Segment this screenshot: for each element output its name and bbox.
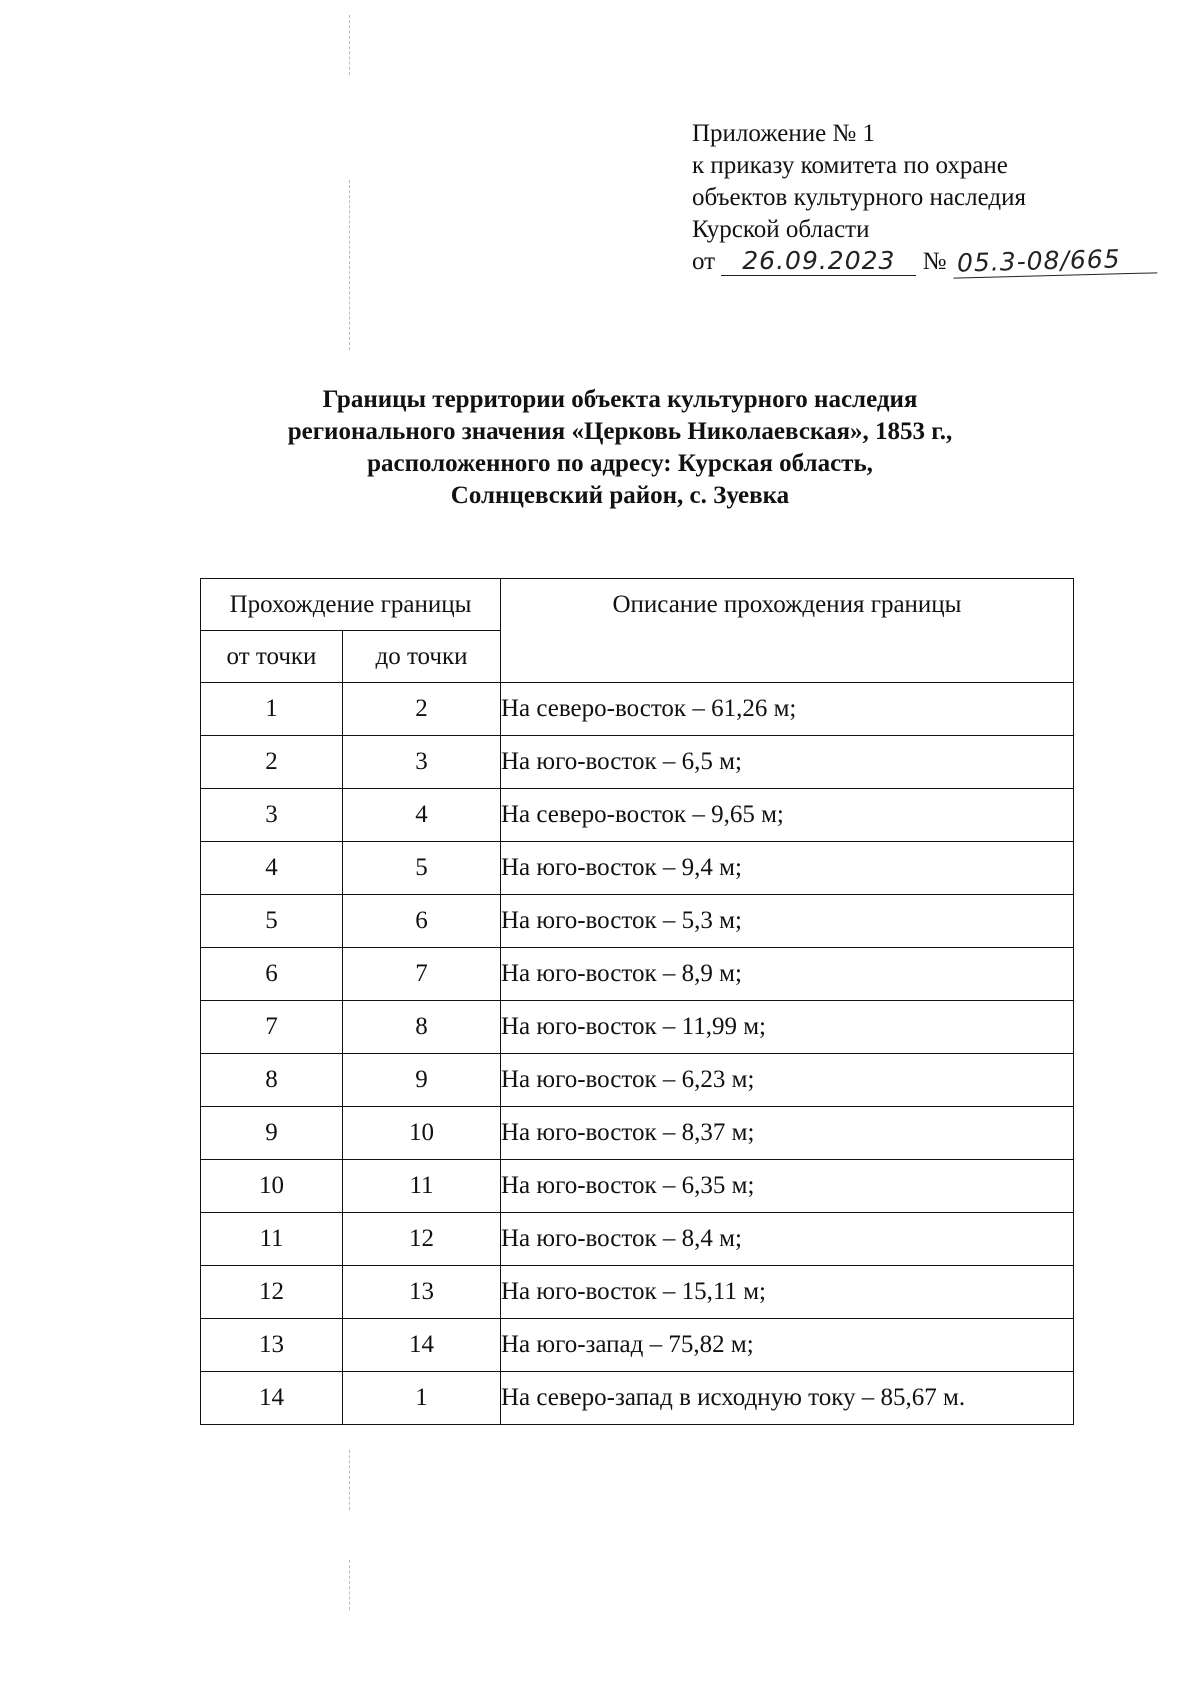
appendix-line-1: Приложение № 1 (692, 120, 876, 147)
cell-to-point: 2 (343, 683, 501, 736)
cell-description: На юго-восток – 6,23 м; (501, 1054, 1074, 1107)
cell-to-point: 8 (343, 1001, 501, 1054)
cell-to-point: 11 (343, 1160, 501, 1213)
cell-description: На юго-восток – 8,37 м; (501, 1107, 1074, 1160)
title-line-4: Солнцевский район, с. Зуевка (450, 482, 790, 509)
handwritten-date: 26.09.2023 (721, 247, 916, 276)
scan-artifact-line (349, 180, 350, 350)
cell-from-point: 7 (201, 1001, 343, 1054)
cell-to-point: 10 (343, 1107, 501, 1160)
cell-description: На юго-восток – 6,35 м; (501, 1160, 1074, 1213)
table-row (201, 1107, 1074, 1160)
cell-description: На юго-восток – 6,5 м; (501, 736, 1074, 789)
cell-from-point: 6 (201, 948, 343, 1001)
title-line-3: расположенного по адресу: Курская область, (367, 450, 873, 477)
cell-from-point: 10 (201, 1160, 343, 1213)
cell-from-point: 4 (201, 842, 343, 895)
scan-artifact-line (349, 1560, 350, 1610)
cell-description: На юго-восток – 15,11 м; (501, 1266, 1074, 1319)
header-to-point: до точки (343, 631, 501, 683)
header-from-point: от точки (201, 631, 343, 683)
table-row (201, 1213, 1074, 1266)
table-row (201, 683, 1074, 736)
table-row (201, 895, 1074, 948)
table-row (201, 1319, 1074, 1372)
table-body (201, 683, 1074, 1425)
appendix-block (692, 118, 1157, 278)
number-prefix: № (922, 248, 947, 275)
cell-to-point: 1 (343, 1372, 501, 1425)
scan-artifact-line (349, 15, 350, 75)
table-row (201, 1266, 1074, 1319)
cell-from-point: 9 (201, 1107, 343, 1160)
cell-description: На юго-восток – 8,4 м; (501, 1213, 1074, 1266)
cell-to-point: 13 (343, 1266, 501, 1319)
cell-from-point: 5 (201, 895, 343, 948)
appendix-date-line (692, 246, 1157, 278)
cell-from-point: 14 (201, 1372, 343, 1425)
appendix-line-2: к приказу комитета по охране (692, 152, 1008, 179)
appendix-line-4: Курской области (692, 216, 870, 243)
table-row (201, 948, 1074, 1001)
cell-to-point: 6 (343, 895, 501, 948)
cell-from-point: 2 (201, 736, 343, 789)
cell-from-point: 11 (201, 1213, 343, 1266)
cell-to-point: 14 (343, 1319, 501, 1372)
scan-artifact-line (349, 1450, 350, 1510)
table-header-row (201, 579, 1074, 631)
cell-to-point: 7 (343, 948, 501, 1001)
cell-from-point: 13 (201, 1319, 343, 1372)
appendix-line-3: объектов культурного наследия (692, 184, 1026, 211)
cell-description: На юго-восток – 8,9 м; (501, 948, 1074, 1001)
cell-description: На северо-восток – 9,65 м; (501, 789, 1074, 842)
cell-description: На юго-запад – 75,82 м; (501, 1319, 1074, 1372)
date-prefix: от (692, 248, 716, 275)
table-row (201, 736, 1074, 789)
table-row (201, 1054, 1074, 1107)
cell-description: На юго-восток – 9,4 м; (501, 842, 1074, 895)
header-description: Описание прохождения границы (501, 579, 1074, 683)
cell-description: На северо-восток – 61,26 м; (501, 683, 1074, 736)
handwritten-order-number: 05.3-08/665 (952, 244, 1157, 278)
cell-from-point: 1 (201, 683, 343, 736)
cell-description: На северо-запад в исходную току – 85,67 м. (501, 1372, 1074, 1425)
cell-from-point: 3 (201, 789, 343, 842)
title-line-1: Границы территории объекта культурного наследия (322, 386, 918, 413)
cell-description: На юго-восток – 5,3 м; (501, 895, 1074, 948)
document-title (190, 384, 1050, 512)
cell-to-point: 3 (343, 736, 501, 789)
table-row (201, 1001, 1074, 1054)
header-boundary-passage: Прохождение границы (201, 579, 501, 631)
cell-to-point: 4 (343, 789, 501, 842)
title-line-2: регионального значения «Церковь Николаевская», 1853 г., (287, 418, 953, 445)
table-row (201, 1160, 1074, 1213)
table-row (201, 789, 1074, 842)
boundary-table (200, 578, 1074, 1425)
cell-from-point: 12 (201, 1266, 343, 1319)
cell-from-point: 8 (201, 1054, 343, 1107)
table-row (201, 1372, 1074, 1425)
table-row (201, 842, 1074, 895)
cell-to-point: 5 (343, 842, 501, 895)
cell-to-point: 9 (343, 1054, 501, 1107)
cell-description: На юго-восток – 11,99 м; (501, 1001, 1074, 1054)
cell-to-point: 12 (343, 1213, 501, 1266)
